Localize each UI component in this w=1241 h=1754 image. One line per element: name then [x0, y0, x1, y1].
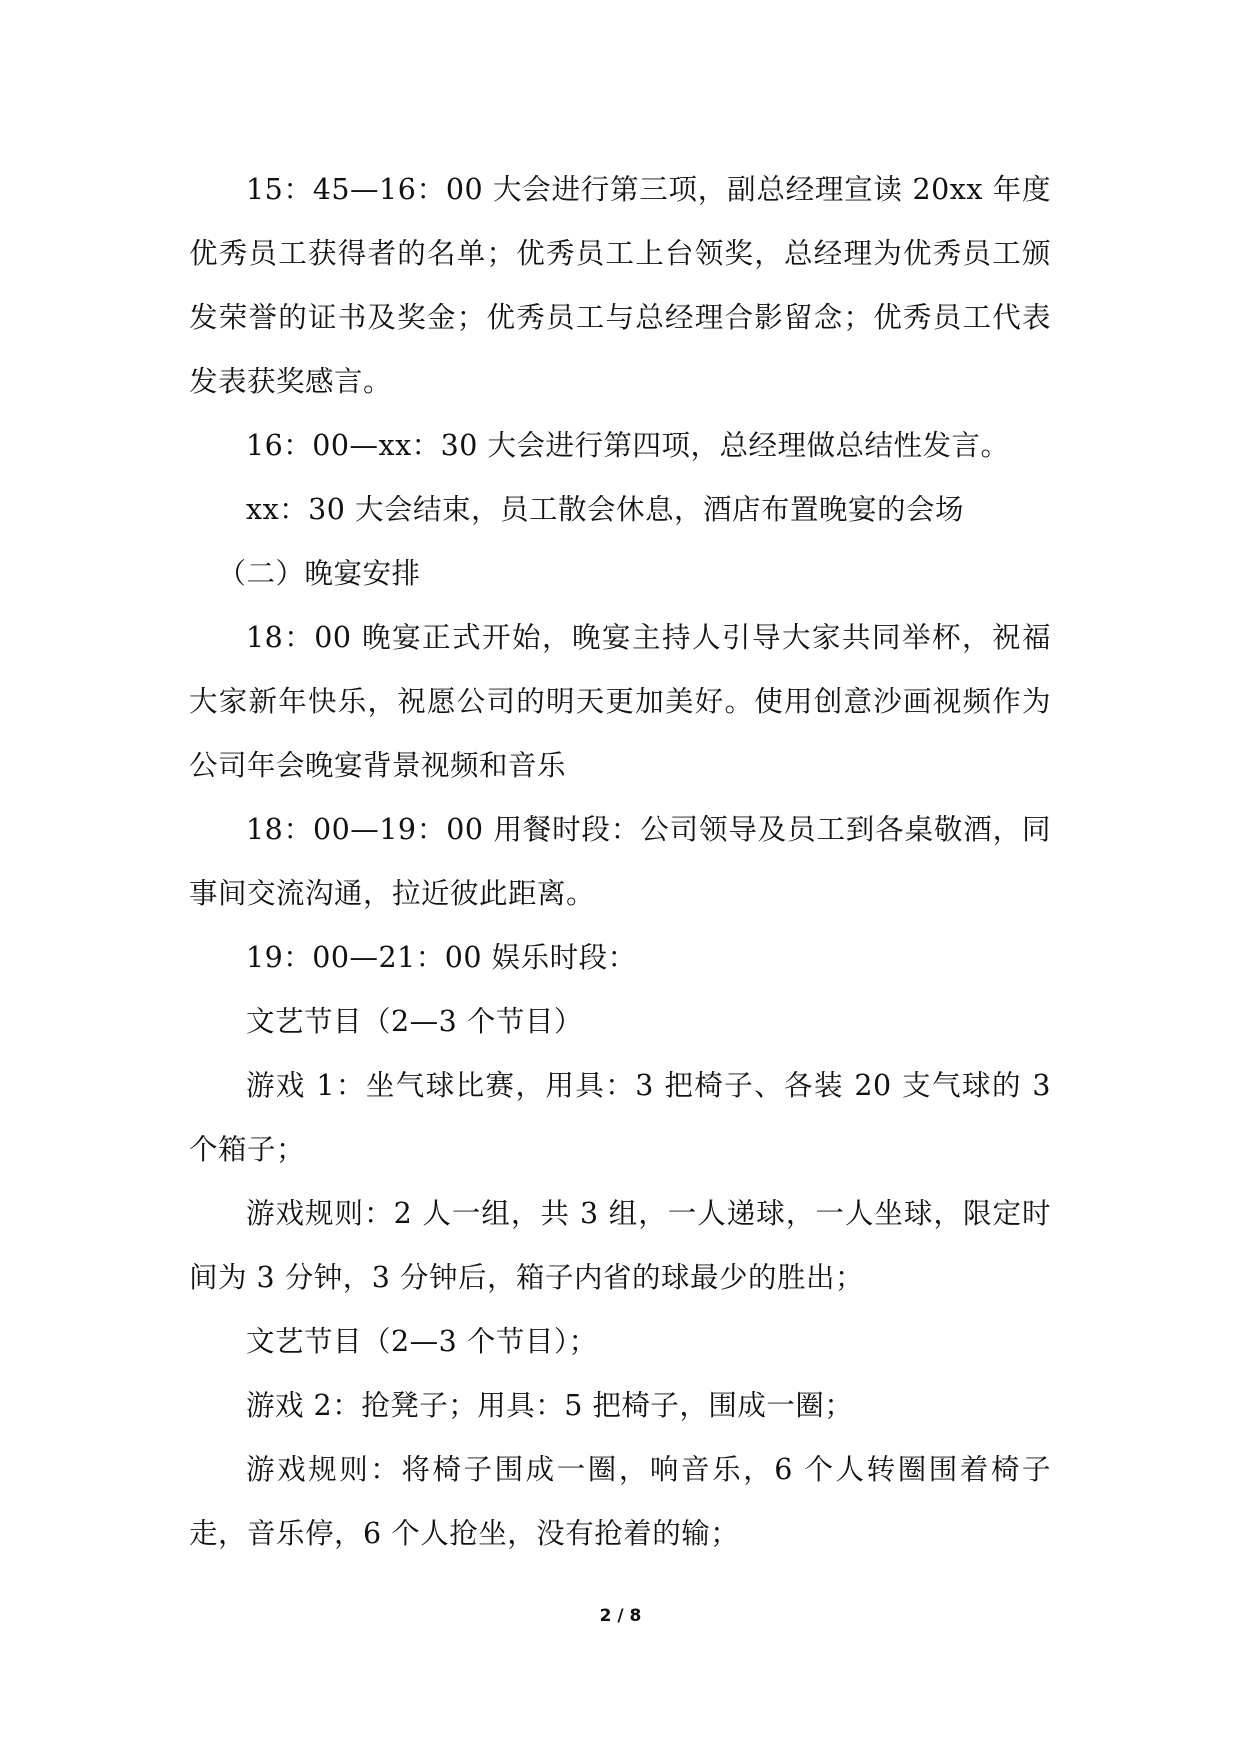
section-heading-banquet: （二）晚宴安排: [217, 557, 421, 590]
paragraph-dining-time: 18：00—19：00 用餐时段：公司领导及员工到各桌敬酒，同事间交流沟通，拉近彼此距离。: [189, 813, 1051, 910]
paragraph-game-1: 游戏 1：坐气球比赛，用具：3 把椅子、各装 20 支气球的 3 个箱子；: [189, 1069, 1051, 1166]
paragraph-game-2: 游戏 2：抢凳子；用具：5 把椅子，围成一圈；: [246, 1389, 854, 1422]
paragraph-performance-2: 文艺节目（2—3 个节目）；: [246, 1325, 598, 1358]
paragraph-game-2-rules: 游戏规则：将椅子围成一圈，响音乐，6 个人转圈围着椅子走，音乐停，6 个人抢坐，没有抢着的输；: [189, 1453, 1051, 1550]
paragraph-entertainment-time: 19：00—21：00 娱乐时段：: [246, 941, 637, 974]
document-body: [189, 158, 1051, 1566]
page-number: 2 / 8: [599, 1606, 642, 1626]
paragraph-agenda-item-4: 16：00—xx：30 大会进行第四项，总经理做总结性发言。: [246, 429, 1010, 462]
paragraph-meeting-end: xx：30 大会结束，员工散会休息，酒店布置晚宴的会场: [246, 493, 964, 526]
paragraph-performance-1: 文艺节目（2—3 个节目）: [246, 1005, 583, 1038]
paragraph-game-1-rules: 游戏规则：2 人一组，共 3 组，一人递球，一人坐球，限定时间为 3 分钟，3 分钟后，箱子内省的球最少的胜出；: [189, 1197, 1051, 1294]
paragraph-banquet-start: 18：00 晚宴正式开始，晚宴主持人引导大家共同举杯，祝福大家新年快乐，祝愿公司的明天更加美好。使用创意沙画视频作为公司年会晚宴背景视频和音乐: [189, 621, 1051, 782]
paragraph-agenda-item-3: 15：45—16：00 大会进行第三项，副总经理宣读 20xx 年度优秀员工获得者的名单；优秀员工上台领奖，总经理为优秀员工颁发荣誉的证书及奖金；优秀员工与总经理合影留念；优秀员工代表发表获奖感言。: [189, 173, 1051, 398]
